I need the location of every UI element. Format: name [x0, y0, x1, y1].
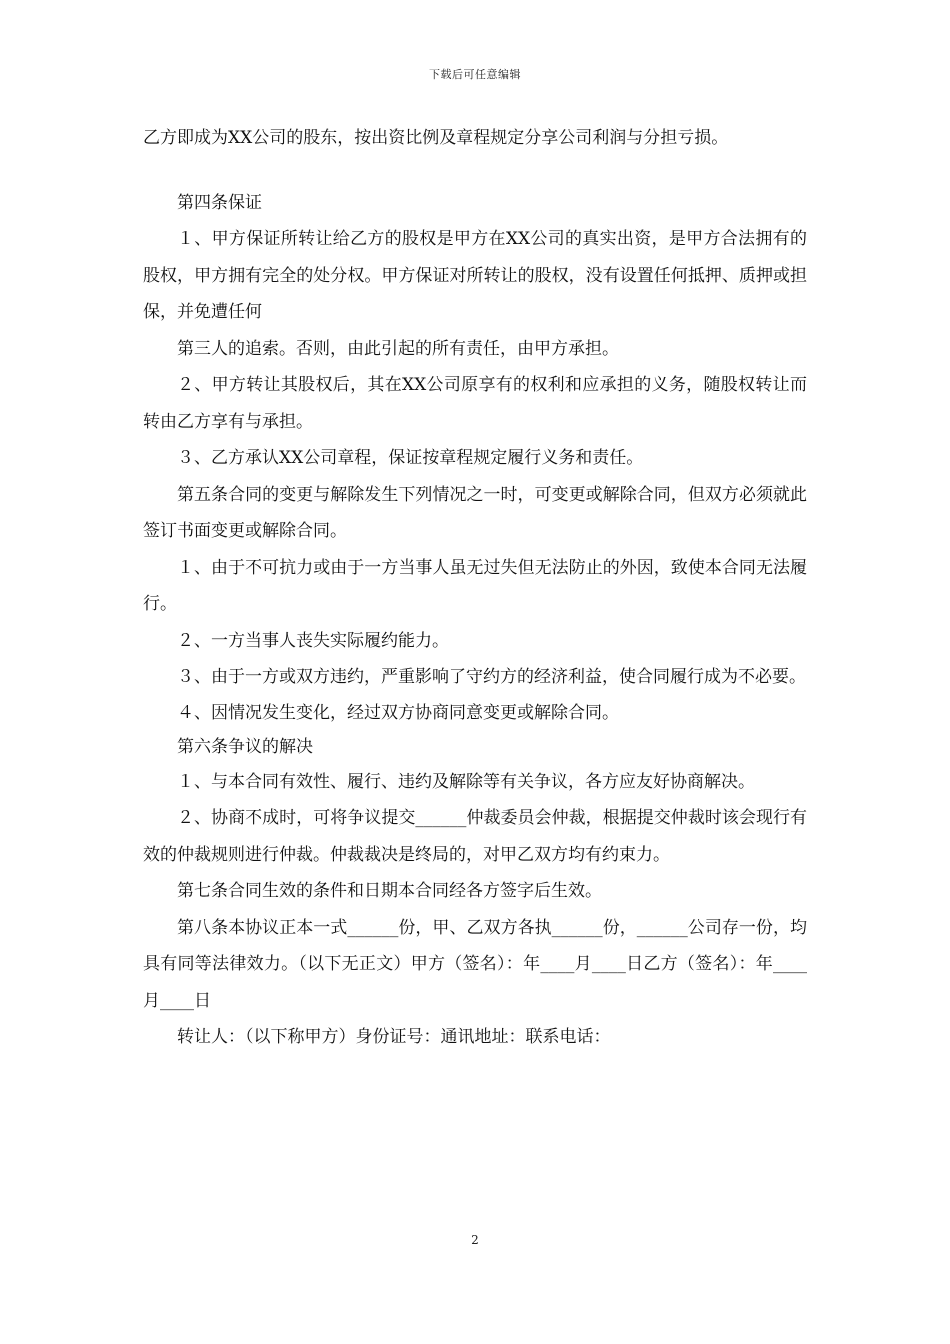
paragraph-transferor: 转让人：（以下称甲方）身份证号：通讯地址：联系电话：: [177, 1027, 611, 1047]
paragraph-5-2: ２、一方当事人丧失实际履约能力。: [177, 630, 449, 651]
heading-article-5: 第五条合同的变更与解除发生下列情况之一时，可变更或解除合同，但双方必须就此签订书面变更或解除合同。: [143, 484, 807, 541]
paragraph-4-1-cont: 第三人的追索。否则，由此引起的所有责任，由甲方承担。: [177, 338, 619, 359]
paragraph-5-1: １、由于不可抗力或由于一方当事人虽无过失但无法防止的外因，致使本合同无法履行。: [143, 557, 807, 614]
paragraph-4-2: ２、甲方转让其股权后，其在XX公司原享有的权利和应承担的义务，随股权转让而转由乙方享有与承担。: [143, 375, 807, 432]
heading-article-4: 第四条保证: [177, 192, 262, 213]
paragraph-article-8: 第八条本协议正本一式______份，甲、乙双方各执______份，______公司存一份，均具有同等法律效力。（以下无正文）甲方（签名）：年____月____日乙方（签名）：年____月____日: [143, 917, 807, 1011]
heading-article-7: 第七条合同生效的条件和日期本合同经各方签字后生效。: [177, 881, 602, 901]
page-number: 2: [471, 1233, 479, 1247]
paragraph-5-3: ３、由于一方或双方违约，严重影响了守约方的经济利益，使合同履行成为不必要。: [177, 667, 806, 687]
page-header: 下载后可任意编辑: [429, 68, 521, 81]
paragraph-shareholder: 乙方即成为XX公司的股东，按出资比例及章程规定分享公司利润与分担亏损。: [143, 128, 729, 148]
document-body: [143, 120, 807, 1056]
heading-article-6: 第六条争议的解决: [177, 736, 313, 757]
paragraph-5-4: ４、因情况发生变化，经过双方协商同意变更或解除合同。: [177, 702, 619, 723]
paragraph-6-1: １、与本合同有效性、履行、违约及解除等有关争议，各方应友好协商解决。: [177, 771, 755, 792]
paragraph-4-1: １、甲方保证所转让给乙方的股权是甲方在XX公司的真实出资，是甲方合法拥有的股权，甲方拥有完全的处分权。甲方保证对所转让的股权，没有设置任何抵押、质押或担保，并免遭任何: [143, 229, 807, 322]
paragraph-4-3: ３、乙方承认XX公司章程，保证按章程规定履行义务和责任。: [177, 448, 644, 468]
paragraph-6-2: ２、协商不成时，可将争议提交______仲裁委员会仲裁，根据提交仲裁时该会现行有效的仲裁规则进行仲裁。仲裁裁决是终局的，对甲乙双方均有约束力。: [143, 808, 807, 865]
